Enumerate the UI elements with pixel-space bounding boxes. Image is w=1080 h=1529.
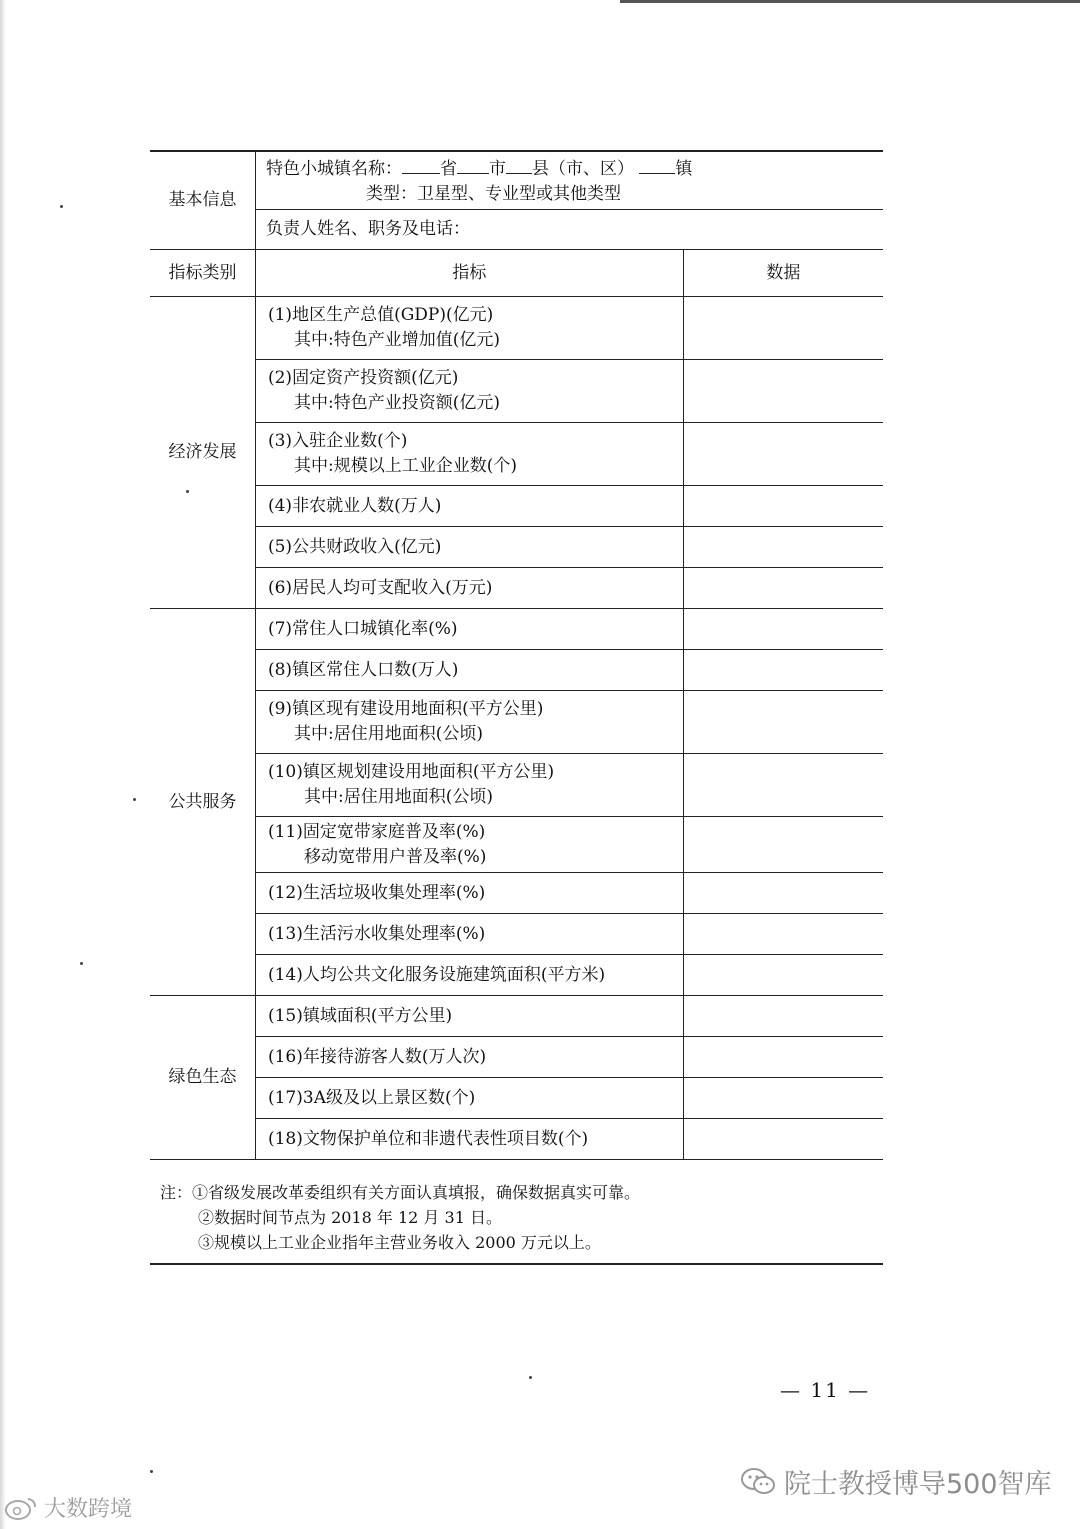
province-blank[interactable] — [402, 155, 440, 174]
scan-speck — [60, 205, 63, 208]
town-name-line — [266, 155, 883, 182]
indicator-main: (3)入驻企业数(个) — [267, 431, 408, 451]
indicator-main: (10)镇区规划建设用地面积(平方公里) — [267, 762, 555, 782]
basic-info-label: 基本信息 — [150, 151, 255, 250]
town-blank[interactable] — [639, 155, 675, 174]
indicator-cell: (16)年接待游客人数(万人次) — [255, 1037, 683, 1078]
table-row — [150, 568, 883, 609]
table-row — [150, 1119, 883, 1160]
city-label: 市 — [488, 158, 506, 179]
indicator-sub: 其中:规模以上工业企业数(个) — [293, 456, 517, 476]
data-cell[interactable] — [683, 873, 883, 914]
town-label: 镇 — [675, 158, 693, 179]
data-column-header: 数据 — [683, 250, 883, 297]
table-row — [150, 754, 883, 817]
scan-speck — [133, 798, 136, 801]
indicator-cell — [255, 360, 683, 423]
contact-line[interactable]: 负责人姓名、职务及电话： — [255, 210, 883, 250]
indicator-cell: (8)镇区常住人口数(万人) — [255, 650, 683, 691]
data-cell[interactable] — [683, 914, 883, 955]
data-cell[interactable] — [683, 955, 883, 996]
data-cell[interactable] — [683, 1119, 883, 1160]
indicator-main: (1)地区生产总值(GDP)(亿元) — [267, 305, 494, 325]
indicator-cell: (18)文物保护单位和非遗代表性项目数(个) — [255, 1119, 683, 1160]
indicator-sub: 其中:特色产业增加值(亿元) — [293, 330, 500, 350]
indicator-sub: 其中:居住用地面积(公顷) — [293, 724, 483, 744]
indicator-sub: 移动宽带用户普及率(%) — [303, 846, 487, 867]
indicator-sub: 其中:居住用地面积(公顷) — [303, 787, 493, 807]
data-cell[interactable] — [683, 817, 883, 873]
county-blank[interactable] — [506, 155, 532, 174]
table-row — [150, 1037, 883, 1078]
data-cell[interactable] — [683, 996, 883, 1037]
watermark-right-text: 院士教授博导500智库 — [784, 1469, 1052, 1500]
data-cell[interactable] — [683, 1078, 883, 1119]
scan-speck — [186, 490, 189, 493]
province-label: 省 — [439, 158, 457, 179]
town-name-prefix: 特色小城镇名称： — [265, 158, 402, 179]
data-cell[interactable] — [683, 754, 883, 817]
indicator-cell — [255, 423, 683, 486]
table-row — [150, 955, 883, 996]
table-row — [150, 360, 883, 423]
indicator-cell: (15)镇域面积(平方公里) — [255, 996, 683, 1037]
table-row — [150, 527, 883, 568]
indicator-cell: (7)常住人口城镇化率(%) — [255, 609, 683, 650]
data-cell[interactable] — [683, 1037, 883, 1078]
county-label: 县（市、区） — [531, 158, 634, 179]
watermark-left — [4, 1492, 132, 1523]
indicator-main: (11)固定宽带家庭普及率(%) — [267, 821, 486, 842]
table-row — [150, 423, 883, 486]
note-2: ②数据时间节点为 2018 年 12 月 31 日。 — [198, 1208, 502, 1227]
scan-speck — [80, 962, 83, 965]
indicator-cell: (6)居民人均可支配收入(万元) — [255, 568, 683, 609]
table-row — [150, 650, 883, 691]
indicator-cell: (17)3A级及以上景区数(个) — [255, 1078, 683, 1119]
data-cell[interactable] — [683, 527, 883, 568]
table-row — [150, 609, 883, 650]
indicator-main: (2)固定资产投资额(亿元) — [267, 368, 459, 388]
data-cell[interactable] — [683, 609, 883, 650]
indicator-cell — [255, 754, 683, 817]
table-row — [150, 1078, 883, 1119]
town-name-row — [150, 151, 883, 210]
indicator-cell: (12)生活垃圾收集处理率(%) — [255, 873, 683, 914]
table-row — [150, 914, 883, 955]
table-row — [150, 817, 883, 873]
indicator-form-table — [150, 150, 883, 1160]
table-row — [150, 297, 883, 360]
indicator-cell: (13)生活污水收集处理率(%) — [255, 914, 683, 955]
data-cell[interactable] — [683, 568, 883, 609]
notes-block — [150, 1180, 883, 1265]
table-row — [150, 486, 883, 527]
indicator-sub: 其中:特色产业投资额(亿元) — [293, 393, 500, 413]
data-cell[interactable] — [683, 297, 883, 360]
data-cell[interactable] — [683, 650, 883, 691]
scan-speck — [529, 1376, 532, 1379]
indicator-cell — [255, 691, 683, 754]
indicator-cell: (4)非农就业人数(万人) — [255, 486, 683, 527]
city-blank[interactable] — [457, 155, 489, 174]
indicator-main: (9)镇区现有建设用地面积(平方公里) — [267, 699, 544, 719]
scan-edge — [0, 0, 6, 1529]
weibo-icon — [4, 1495, 38, 1521]
category-economic: 经济发展 — [150, 297, 255, 609]
data-cell[interactable] — [683, 360, 883, 423]
column-header-row — [150, 250, 883, 297]
note-3: ③规模以上工业企业指年主营业务收入 2000 万元以上。 — [198, 1233, 601, 1252]
watermark-left-text: 大数跨境 — [44, 1497, 133, 1522]
table-row — [150, 996, 883, 1037]
category-green-ecology: 绿色生态 — [150, 996, 255, 1160]
watermark-right — [740, 1462, 1052, 1501]
page-number: — 11 — — [780, 1378, 871, 1402]
indicator-cell — [255, 297, 683, 360]
data-cell[interactable] — [683, 486, 883, 527]
data-cell[interactable] — [683, 423, 883, 486]
indicator-cell: (5)公共财政收入(亿元) — [255, 527, 683, 568]
indicator-column-header: 指标 — [255, 250, 683, 297]
contact-row — [150, 210, 883, 250]
table-row — [150, 691, 883, 754]
scan-speck — [150, 1470, 153, 1473]
wechat-icon — [740, 1467, 776, 1497]
indicator-cell — [255, 817, 683, 873]
category-public-service: 公共服务 — [150, 609, 255, 996]
category-column-header: 指标类别 — [150, 250, 255, 297]
note-1: 注：①省级发展改革委组织有关方面认真填报，确保数据真实可靠。 — [160, 1183, 641, 1202]
town-type-line: 类型：卫星型、专业型或其他类型 — [365, 183, 621, 204]
table-row — [150, 873, 883, 914]
scan-top-line — [620, 0, 1080, 3]
indicator-cell: (14)人均公共文化服务设施建筑面积(平方米) — [255, 955, 683, 996]
town-name-cell — [255, 151, 883, 210]
data-cell[interactable] — [683, 691, 883, 754]
